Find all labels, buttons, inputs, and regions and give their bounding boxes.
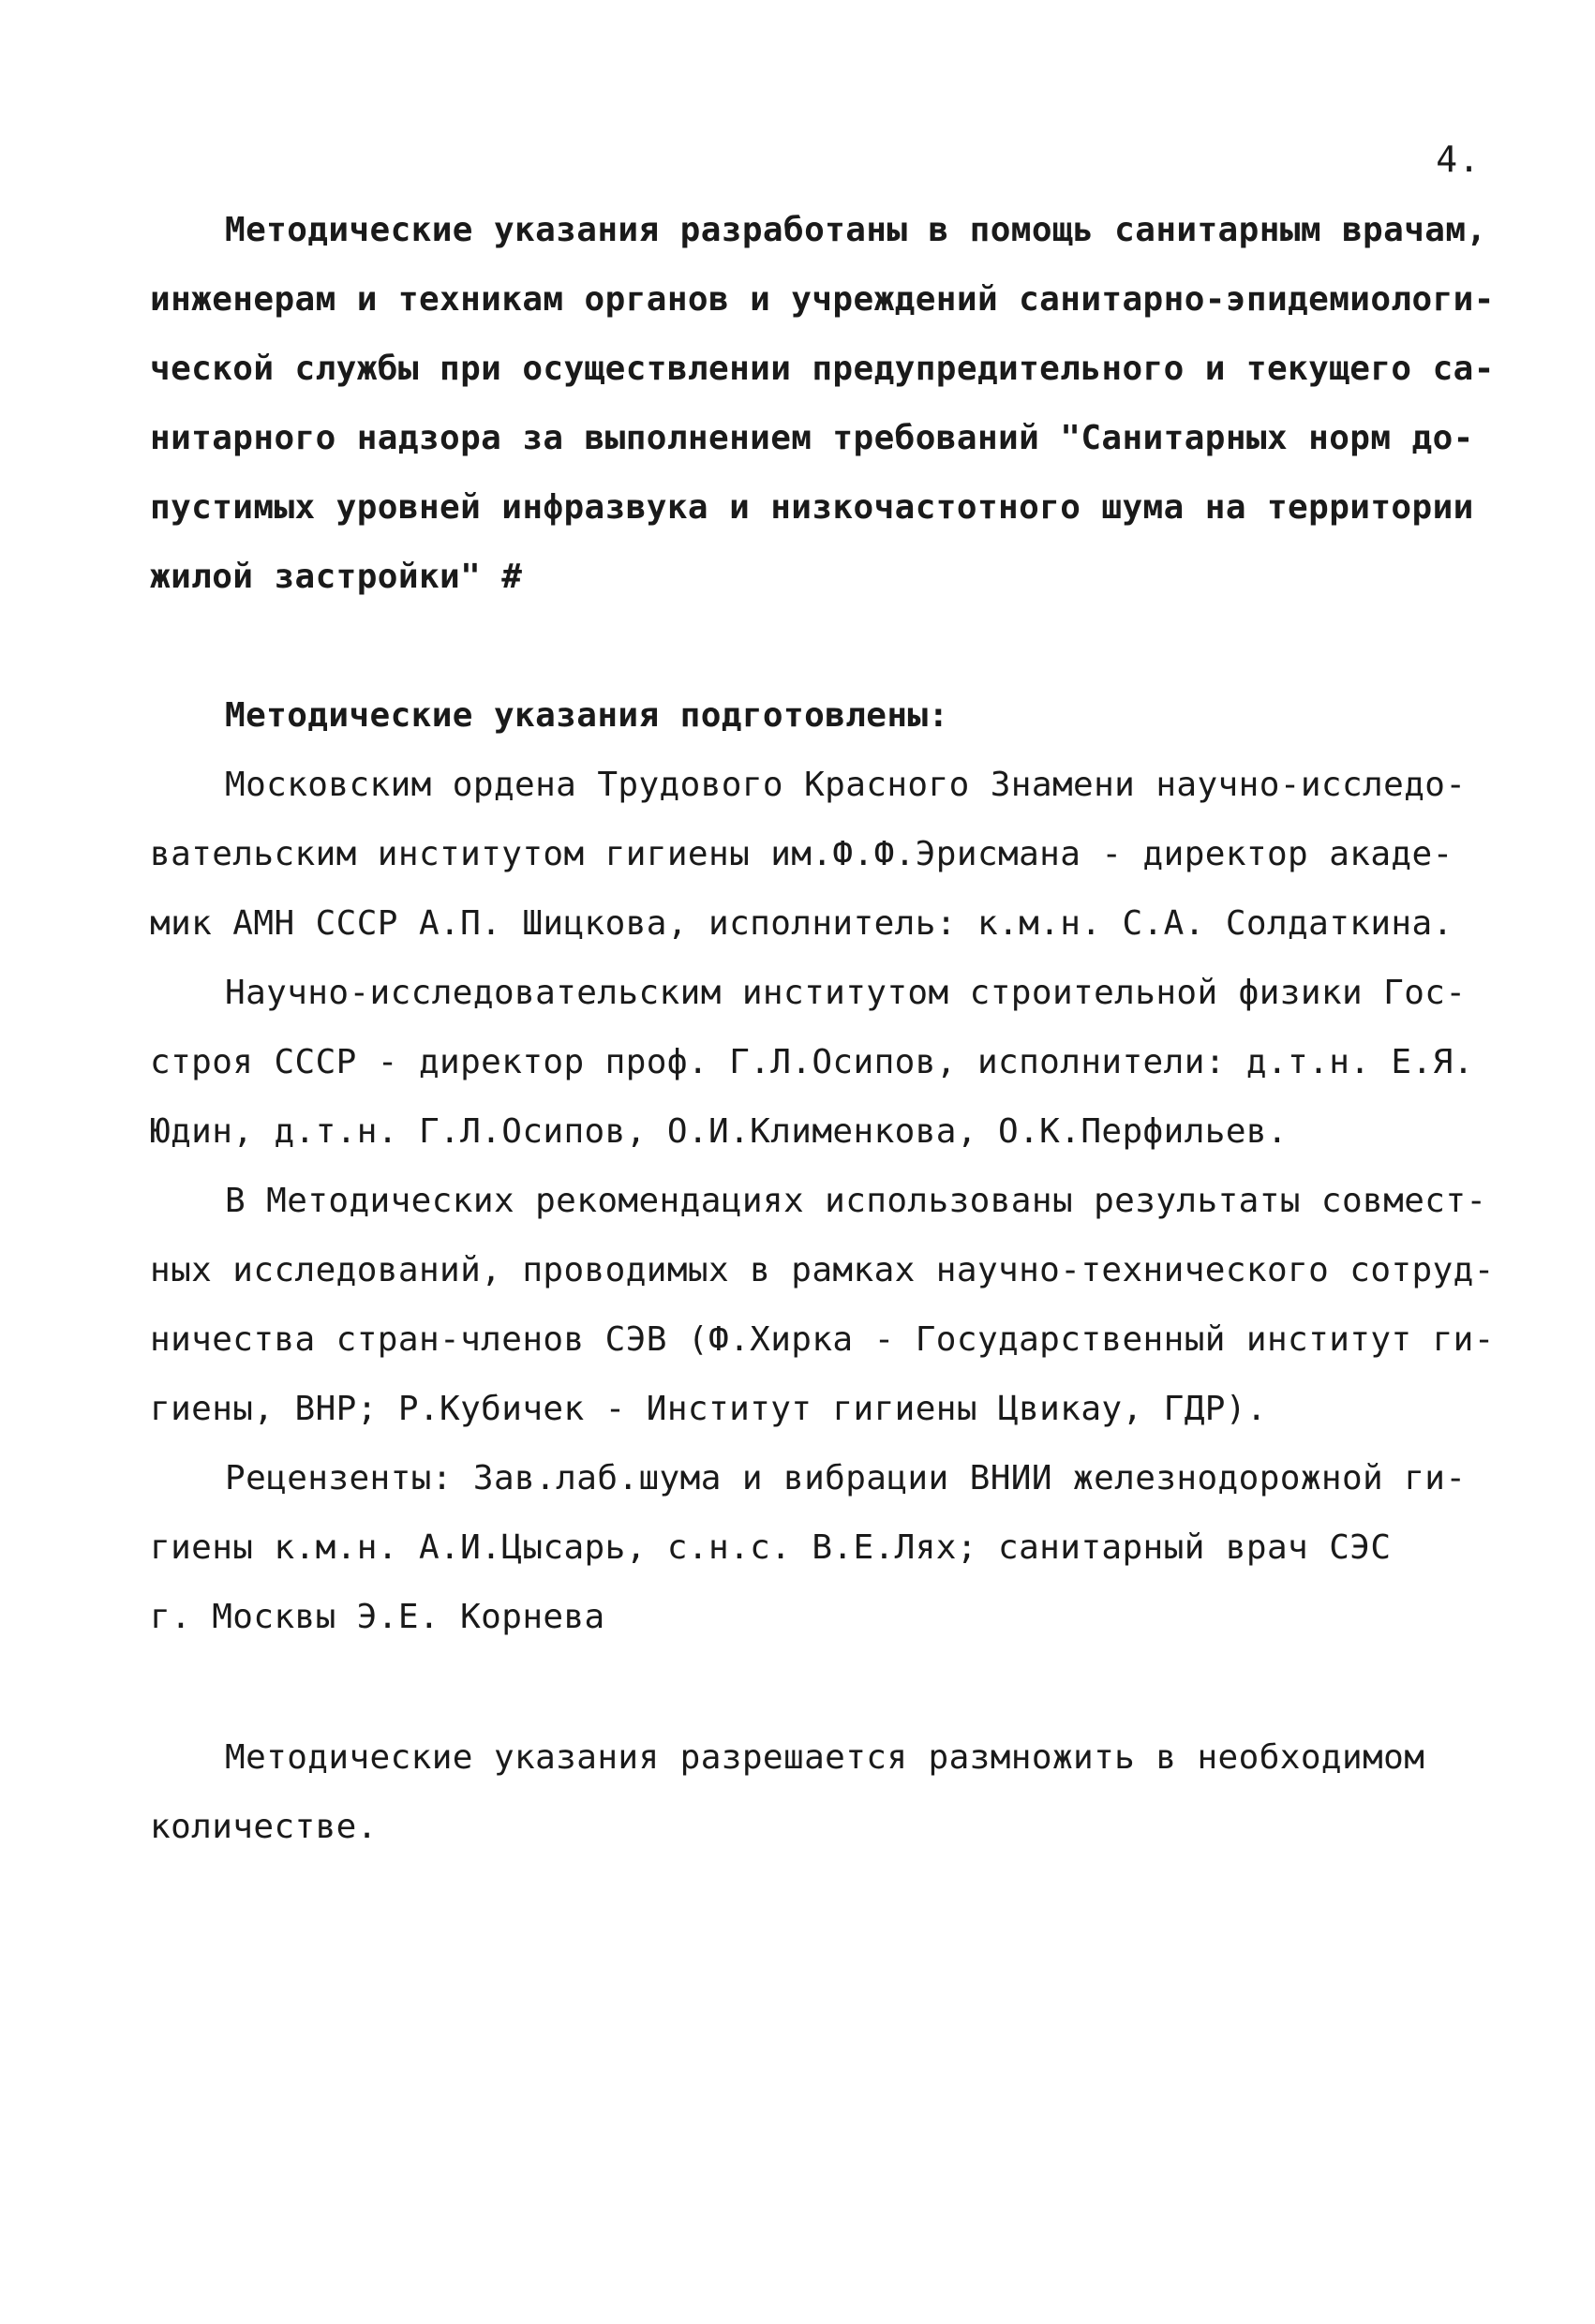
reproduction-line-2: количестве. [150, 1808, 378, 1846]
intro-line-1: Методические указания разработаны в помощь санитарным врачам, [225, 211, 1487, 249]
prepared-line-6: Юдин, д.т.н. Г.Л.Осипов, О.И.Клименкова, О.К.Перфильев. [150, 1112, 1289, 1151]
intro-line-5: пустимых уровней инфразвука и низкочастотного шума на территории [150, 488, 1474, 527]
prepared-line-11: Рецензенты: Зав.лаб.шума и вибрации ВНИИ железнодорожной ги- [225, 1459, 1467, 1497]
intro-line-3: ческой службы при осуществлении предупредительного и текущего са- [150, 350, 1495, 388]
prepared-line-13: г. Москвы Э.Е. Корнева [150, 1598, 605, 1636]
prepared-line-2: вательским институтом гигиены им.Ф.Ф.Эрисмана - директор акаде- [150, 835, 1453, 873]
prepared-line-1: Московским ордена Трудового Красного Знамени научно-исследо- [225, 766, 1467, 804]
prepared-line-9: ничества стран-членов СЭВ (Ф.Хирка - Государственный институт ги- [150, 1320, 1495, 1359]
reproduction-line-1: Методические указания разрешается размножить в необходимом [225, 1738, 1425, 1777]
prepared-line-8: ных исследований, проводимых в рамках научно-технического сотруд- [150, 1251, 1495, 1289]
prepared-line-4: Научно-исследовательским институтом строительной физики Гос- [225, 974, 1467, 1012]
intro-line-6: жилой застройки" # [150, 558, 523, 596]
prepared-line-5: строя СССР - директор проф. Г.Л.Осипов, исполнители: д.т.н. Е.Я. [150, 1043, 1474, 1081]
intro-line-2: инженерам и техникам органов и учреждений санитарно-эпидемиологи- [150, 280, 1495, 319]
page-number: 4. [1436, 139, 1481, 180]
prepared-line-7: В Методических рекомендациях использованы результаты совмест- [225, 1182, 1487, 1220]
prepared-line-10: гиены, ВНР; Р.Кубичек - Институт гигиены Цвикау, ГДР). [150, 1390, 1267, 1428]
intro-line-4: нитарного надзора за выполнением требований "Санитарных норм до- [150, 419, 1474, 457]
prepared-heading: Методические указания подготовлены: [225, 696, 949, 735]
prepared-line-3: мик АМН СССР А.П. Шицкова, исполнитель: к.м.н. С.А. Солдаткина. [150, 904, 1453, 943]
prepared-line-12: гиены к.м.н. А.И.Цысарь, с.н.с. В.Е.Лях; санитарный врач СЭС [150, 1528, 1392, 1567]
